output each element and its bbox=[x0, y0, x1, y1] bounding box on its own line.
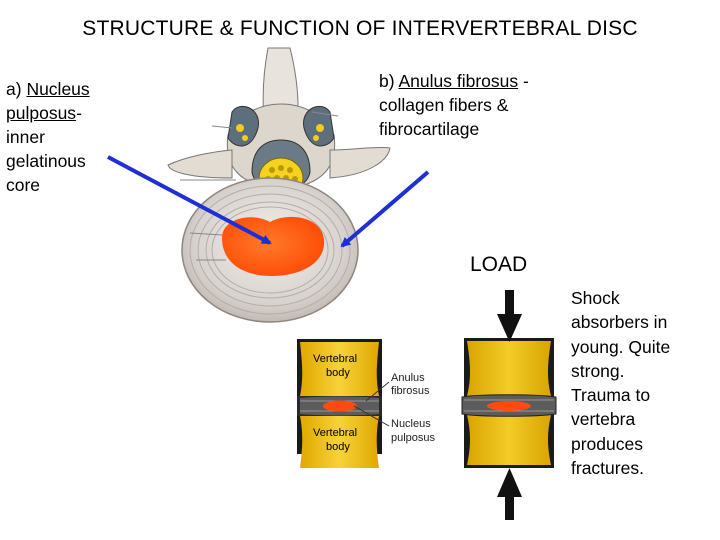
nucleus-term-line1: Nucleus bbox=[26, 79, 90, 99]
page-title: STRUCTURE & FUNCTION OF INTERVERTEBRAL DISC bbox=[82, 17, 638, 40]
anulus-fibrosus-label-line1: Anulus bbox=[391, 372, 425, 384]
callout-b-dash: - bbox=[518, 71, 529, 91]
shock-line: strong. bbox=[571, 360, 625, 381]
lateral-view-diagram bbox=[297, 339, 436, 468]
anulus-term: Anulus fibrosus bbox=[398, 71, 519, 91]
lateral-vertebral-body-bottom-line2: body bbox=[326, 441, 350, 453]
callout-a-prefix: a) bbox=[6, 79, 27, 99]
shock-absorber-note bbox=[571, 286, 711, 480]
nucleus-pulposus-label-line2: pulposus bbox=[391, 432, 436, 444]
loaded-disc-diagram bbox=[462, 290, 556, 520]
lateral-vertebral-body-top-line1: Vertebral bbox=[313, 353, 358, 365]
callout-a-dash: - bbox=[76, 103, 82, 123]
lateral-vertebral-body-top-line2: body bbox=[326, 367, 350, 379]
shock-line: young. Quite bbox=[571, 336, 671, 357]
shock-line: Trauma to bbox=[571, 385, 651, 406]
callout-b-line3: fibrocartilage bbox=[379, 119, 480, 139]
load-label: LOAD bbox=[470, 253, 528, 276]
load-down-arrow-icon bbox=[497, 314, 522, 342]
callout-a-line3: inner bbox=[6, 127, 45, 147]
vertebra-superior-view bbox=[168, 48, 390, 322]
callout-b-prefix: b) bbox=[379, 71, 399, 91]
callout-a-line4: gelatinous bbox=[6, 151, 86, 171]
shock-line: vertebra bbox=[571, 409, 636, 430]
anulus-pointer-arrow bbox=[342, 172, 428, 246]
shock-line: Shock bbox=[571, 288, 620, 308]
lateral-vertebral-body-bottom-line1: Vertebral bbox=[313, 427, 358, 439]
shock-line: fractures. bbox=[571, 458, 644, 479]
callout-b-line2: collagen fibers & bbox=[379, 95, 509, 115]
shock-line: absorbers in bbox=[571, 312, 668, 333]
callout-a-line5: core bbox=[6, 175, 41, 195]
nucleus-pulposus-label-line1: Nucleus bbox=[391, 418, 431, 430]
anulus-fibrosus-label-line2: fibrosus bbox=[391, 385, 430, 397]
nucleus-term-line2: pulposus bbox=[6, 103, 77, 123]
shock-line: produces bbox=[571, 433, 643, 454]
load-up-arrow-icon bbox=[497, 468, 522, 497]
